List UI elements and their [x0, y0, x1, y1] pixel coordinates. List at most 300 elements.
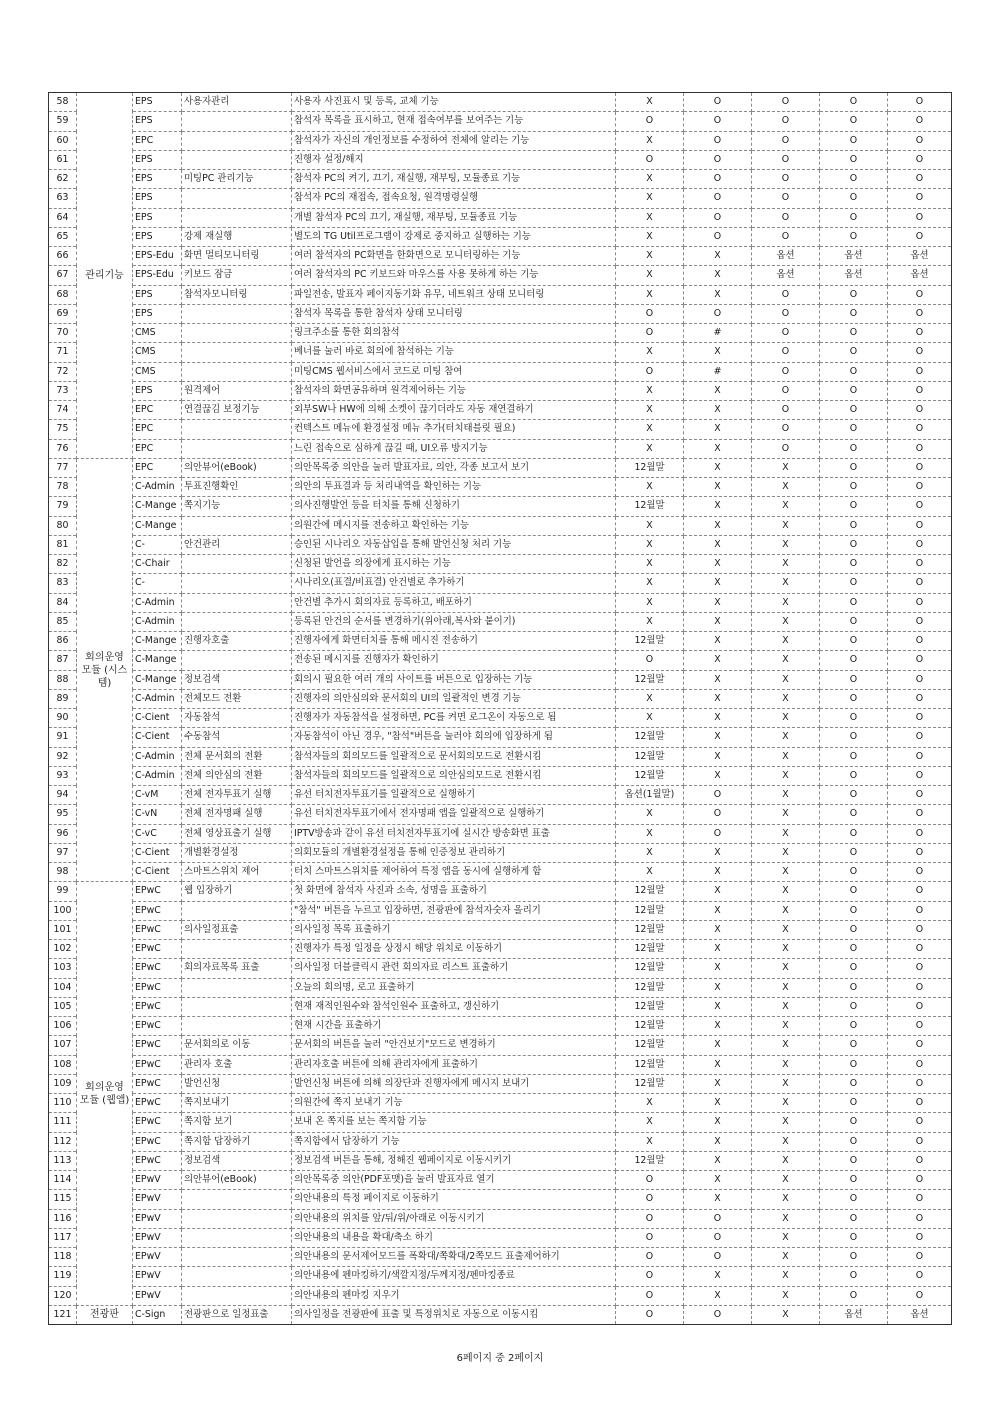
module-code: C-Chair [133, 555, 182, 574]
support-mark: X [616, 227, 684, 246]
row-number: 85 [49, 612, 77, 631]
support-mark: 옵션 [752, 266, 820, 285]
support-mark: O [820, 766, 888, 785]
support-mark: O [888, 920, 952, 939]
support-mark: O [820, 1151, 888, 1170]
support-mark: O [684, 131, 752, 150]
support-mark: O [752, 381, 820, 400]
support-mark: X [752, 1113, 820, 1132]
support-mark: O [820, 1036, 888, 1055]
module-code: C-Mange [133, 670, 182, 689]
support-mark: O [888, 401, 952, 420]
table-row [49, 1017, 952, 1036]
support-mark: X [684, 1017, 752, 1036]
table-row [49, 304, 952, 323]
support-mark: X [752, 920, 820, 939]
support-mark: O [888, 632, 952, 651]
support-mark: X [752, 940, 820, 959]
module-code: EPwC [133, 1055, 182, 1074]
support-mark: O [752, 362, 820, 381]
support-mark: O [820, 843, 888, 862]
feature-name [182, 131, 292, 150]
support-mark: O [888, 93, 952, 112]
row-number: 113 [49, 1151, 77, 1170]
feature-description: 유선 터치전자투표기를 일괄적으로 실행하기 [292, 786, 616, 805]
feature-description: 문서회의 버튼을 눌러 "안건보기"모드로 변경하기 [292, 1036, 616, 1055]
support-mark: O [888, 150, 952, 169]
table-row [49, 150, 952, 169]
row-number: 89 [49, 689, 77, 708]
support-mark: O [888, 728, 952, 747]
support-mark: O [820, 1113, 888, 1132]
feature-name: 의안뷰어(eBook) [182, 458, 292, 477]
row-number: 61 [49, 150, 77, 169]
support-mark: O [888, 208, 952, 227]
row-number: 92 [49, 747, 77, 766]
support-mark: X [752, 1267, 820, 1286]
support-mark: X [752, 728, 820, 747]
module-code: EPwC [133, 882, 182, 901]
module-code: EPS [133, 304, 182, 323]
feature-name: 스마트스위치 제어 [182, 863, 292, 882]
support-mark: X [752, 997, 820, 1016]
table-row [49, 786, 952, 805]
support-mark: X [684, 343, 752, 362]
support-mark: O [820, 978, 888, 997]
table-row [49, 1209, 952, 1228]
support-mark: X [752, 901, 820, 920]
support-mark: O [888, 555, 952, 574]
feature-description: 파일전송, 발표자 페이지동기화 유무, 네트워크 상태 모니터링 [292, 285, 616, 304]
feature-description: 쪽지함에서 답장하기 기능 [292, 1132, 616, 1151]
module-code: EPwV [133, 1171, 182, 1190]
feature-description: 참석자 목록을 통한 참석자 상태 모니터링 [292, 304, 616, 323]
support-mark: O [888, 458, 952, 477]
support-mark: O [616, 1305, 684, 1324]
support-mark: O [752, 304, 820, 323]
support-mark: X [684, 497, 752, 516]
table-row [49, 689, 952, 708]
row-number: 100 [49, 901, 77, 920]
support-mark: O [888, 535, 952, 554]
support-mark: # [684, 324, 752, 343]
module-code: EPwC [133, 1074, 182, 1093]
row-number: 84 [49, 593, 77, 612]
row-number: 111 [49, 1113, 77, 1132]
row-number: 86 [49, 632, 77, 651]
feature-table-container [48, 92, 951, 1325]
support-mark: O [888, 170, 952, 189]
support-mark: 옵션 [820, 247, 888, 266]
support-mark: O [752, 401, 820, 420]
module-code: CMS [133, 343, 182, 362]
feature-description: 첫 화면에 참석자 사진과 소속, 성명을 표출하기 [292, 882, 616, 901]
group-label: 회의운영 모듈 (웹앱) [77, 882, 133, 1306]
module-code: EPwC [133, 1017, 182, 1036]
support-mark: X [684, 535, 752, 554]
feature-description: 참석자들의 회의모드를 일괄적으로 문서회의모드로 전환시킴 [292, 747, 616, 766]
support-mark: O [888, 1286, 952, 1305]
feature-description: 링크주소를 통한 회의참석 [292, 324, 616, 343]
support-mark: O [820, 324, 888, 343]
support-mark: O [820, 170, 888, 189]
row-number: 75 [49, 420, 77, 439]
support-mark: O [616, 324, 684, 343]
table-row [49, 1286, 952, 1305]
module-code: EPwC [133, 997, 182, 1016]
feature-name [182, 189, 292, 208]
row-number: 76 [49, 439, 77, 458]
support-mark: O [820, 728, 888, 747]
support-mark: O [684, 805, 752, 824]
support-mark: X [684, 439, 752, 458]
support-mark: O [888, 439, 952, 458]
module-code: C-Mange [133, 651, 182, 670]
table-row [49, 651, 952, 670]
support-mark: X [684, 1286, 752, 1305]
support-mark: O [820, 1286, 888, 1305]
support-mark: X [752, 516, 820, 535]
row-number: 58 [49, 93, 77, 112]
support-mark: O [820, 824, 888, 843]
module-code: EPwV [133, 1228, 182, 1247]
support-mark: O [684, 786, 752, 805]
support-mark: X [616, 208, 684, 227]
support-mark: X [752, 1171, 820, 1190]
feature-name [182, 343, 292, 362]
feature-description: 의안내용의 내용을 확대/축소 하기 [292, 1228, 616, 1247]
row-number: 59 [49, 112, 77, 131]
support-mark: X [616, 247, 684, 266]
support-mark: O [820, 535, 888, 554]
support-mark: X [684, 420, 752, 439]
module-code: EPS [133, 93, 182, 112]
feature-name: 자동참석 [182, 709, 292, 728]
support-mark: 12월말 [616, 1055, 684, 1074]
support-mark: X [616, 805, 684, 824]
support-mark: X [684, 843, 752, 862]
support-mark: X [752, 747, 820, 766]
support-mark: O [752, 420, 820, 439]
feature-name [182, 516, 292, 535]
feature-description: 자동참석이 아닌 경우, "참석"버튼을 눌러야 회의에 입장하게 됨 [292, 728, 616, 747]
feature-description: 느린 접속으로 심하게 끊길 때, UI오류 방지기능 [292, 439, 616, 458]
table-row [49, 112, 952, 131]
module-code: CMS [133, 324, 182, 343]
row-number: 103 [49, 959, 77, 978]
support-mark: X [752, 805, 820, 824]
table-row [49, 1267, 952, 1286]
feature-name: 발언신청 [182, 1074, 292, 1093]
feature-name: 전체 전자투표기 실행 [182, 786, 292, 805]
support-mark: X [752, 1055, 820, 1074]
support-mark: X [684, 458, 752, 477]
support-mark: 12월말 [616, 901, 684, 920]
row-number: 96 [49, 824, 77, 843]
support-mark: O [820, 285, 888, 304]
support-mark: O [888, 324, 952, 343]
table-row [49, 632, 952, 651]
support-mark: X [752, 1286, 820, 1305]
table-row [49, 593, 952, 612]
table-row [49, 978, 952, 997]
support-mark: O [820, 1055, 888, 1074]
module-code: EPS-Edu [133, 266, 182, 285]
module-code: C-vN [133, 805, 182, 824]
row-number: 109 [49, 1074, 77, 1093]
support-mark: O [752, 189, 820, 208]
row-number: 64 [49, 208, 77, 227]
module-code: C-Admin [133, 478, 182, 497]
feature-name: 전체 전자명패 실행 [182, 805, 292, 824]
feature-name [182, 112, 292, 131]
support-mark: O [888, 1113, 952, 1132]
feature-name: 미팅PC 관리기능 [182, 170, 292, 189]
support-mark: O [888, 786, 952, 805]
feature-description: 의안내용의 위치를 앞/뒤/위/아래로 이동시키기 [292, 1209, 616, 1228]
row-number: 66 [49, 247, 77, 266]
support-mark: X [684, 940, 752, 959]
support-mark: O [684, 304, 752, 323]
support-mark: O [820, 381, 888, 400]
table-row [49, 1113, 952, 1132]
support-mark: O [616, 1267, 684, 1286]
support-mark: X [752, 689, 820, 708]
support-mark: O [820, 1094, 888, 1113]
support-mark: 옵션 [888, 1305, 952, 1324]
table-row [49, 497, 952, 516]
module-code: EPwV [133, 1209, 182, 1228]
module-code: EPwC [133, 978, 182, 997]
feature-name: 쪽지함 답장하기 [182, 1132, 292, 1151]
support-mark: X [752, 959, 820, 978]
support-mark: O [888, 189, 952, 208]
support-mark: X [752, 1228, 820, 1247]
support-mark: X [684, 555, 752, 574]
row-number: 69 [49, 304, 77, 323]
support-mark: 12월말 [616, 728, 684, 747]
table-row [49, 1074, 952, 1093]
table-row [49, 843, 952, 862]
support-mark: O [820, 1017, 888, 1036]
support-mark: O [820, 189, 888, 208]
row-number: 80 [49, 516, 77, 535]
feature-description: 참석자들의 회의모드를 일괄적으로 의안심의모드로 전환시킴 [292, 766, 616, 785]
support-mark: X [752, 1017, 820, 1036]
support-mark: O [820, 439, 888, 458]
table-row [49, 824, 952, 843]
feature-name [182, 324, 292, 343]
module-code: EPS [133, 208, 182, 227]
support-mark: X [616, 1113, 684, 1132]
support-mark: O [888, 478, 952, 497]
support-mark: 옵션 [888, 247, 952, 266]
support-mark: X [616, 420, 684, 439]
support-mark: O [820, 1132, 888, 1151]
feature-description: 터치 스마트스위치를 제어하여 특정 앱을 동시에 실행하게 함 [292, 863, 616, 882]
module-code: C-Mange [133, 497, 182, 516]
feature-description: 진행자에게 화면터치를 통해 메시진 전송하기 [292, 632, 616, 651]
support-mark: O [820, 612, 888, 631]
support-mark: O [820, 1228, 888, 1247]
group-label: 회의운영 모듈 (시스템) [77, 458, 133, 882]
row-number: 62 [49, 170, 77, 189]
table-row [49, 439, 952, 458]
support-mark: X [616, 709, 684, 728]
support-mark: O [820, 458, 888, 477]
row-number: 110 [49, 1094, 77, 1113]
row-number: 63 [49, 189, 77, 208]
feature-name: 강제 재실행 [182, 227, 292, 246]
support-mark: 12월말 [616, 1036, 684, 1055]
support-mark: O [888, 516, 952, 535]
support-mark: O [684, 824, 752, 843]
support-mark: O [616, 362, 684, 381]
table-row [49, 1305, 952, 1324]
row-number: 65 [49, 227, 77, 246]
feature-name [182, 1190, 292, 1209]
module-code: C- [133, 535, 182, 554]
support-mark: O [752, 93, 820, 112]
support-mark: O [820, 786, 888, 805]
feature-description: 여러 참석자의 PC 키보드와 마우스를 사용 못하게 하는 기능 [292, 266, 616, 285]
support-mark: X [684, 1055, 752, 1074]
table-row [49, 285, 952, 304]
support-mark: O [820, 651, 888, 670]
feature-description: 의안내용의 문서제어모드를 폭확대/쪽확대/2쪽모드 표출제어하기 [292, 1248, 616, 1267]
support-mark: X [684, 1171, 752, 1190]
support-mark: X [752, 843, 820, 862]
feature-description: 의사일정 더블클릭시 관련 회의자료 리스트 표출하기 [292, 959, 616, 978]
module-code: C-Sign [133, 1305, 182, 1324]
support-mark: O [888, 1190, 952, 1209]
feature-description: 의회모듈의 개별환경설정을 통해 인증정보 관리하기 [292, 843, 616, 862]
table-row [49, 863, 952, 882]
support-mark: O [888, 882, 952, 901]
feature-name: 전체 영상표출기 실행 [182, 824, 292, 843]
support-mark: O [888, 1171, 952, 1190]
feature-name: 전체모드 전환 [182, 689, 292, 708]
support-mark: O [888, 1248, 952, 1267]
row-number: 77 [49, 458, 77, 477]
support-mark: X [684, 401, 752, 420]
table-row [49, 1248, 952, 1267]
support-mark: O [684, 1209, 752, 1228]
support-mark: O [888, 1074, 952, 1093]
support-mark: O [888, 1228, 952, 1247]
support-mark: X [684, 1132, 752, 1151]
feature-name [182, 1267, 292, 1286]
feature-description: 의안목록중 의안을 눌러 발표자료, 의안, 각종 보고서 보기 [292, 458, 616, 477]
support-mark: X [616, 824, 684, 843]
support-mark: X [752, 1036, 820, 1055]
feature-description: 의안의 투표결과 등 처리내역을 확인하는 기능 [292, 478, 616, 497]
table-row [49, 670, 952, 689]
support-mark: X [684, 247, 752, 266]
feature-name: 정보검색 [182, 670, 292, 689]
support-mark: 12월말 [616, 766, 684, 785]
support-mark: O [888, 593, 952, 612]
feature-description: 진행자의 의안심의와 문서회의 UI의 일괄적인 변경 기능 [292, 689, 616, 708]
support-mark: O [820, 112, 888, 131]
table-row [49, 882, 952, 901]
table-row [49, 189, 952, 208]
support-mark: O [888, 901, 952, 920]
support-mark: X [752, 1305, 820, 1324]
support-mark: X [684, 920, 752, 939]
feature-description: 신청된 발언을 의장에게 표시하는 기능 [292, 555, 616, 574]
support-mark: O [820, 920, 888, 939]
feature-description: 의원간에 쪽지 보내기 기능 [292, 1094, 616, 1113]
feature-name [182, 1248, 292, 1267]
support-mark: 12월말 [616, 1074, 684, 1093]
support-mark: X [752, 1132, 820, 1151]
feature-name [182, 150, 292, 169]
module-code: C-Cient [133, 843, 182, 862]
table-row [49, 612, 952, 631]
support-mark: X [684, 632, 752, 651]
table-row [49, 728, 952, 747]
feature-name: 투표진행확인 [182, 478, 292, 497]
feature-name: 의안뷰어(eBook) [182, 1171, 292, 1190]
module-code: EPwV [133, 1248, 182, 1267]
module-code: C-Admin [133, 766, 182, 785]
feature-description: 진행자 설정/해지 [292, 150, 616, 169]
support-mark: X [684, 959, 752, 978]
support-mark: X [752, 786, 820, 805]
table-row [49, 516, 952, 535]
support-mark: X [616, 189, 684, 208]
feature-name: 쪽지함 보기 [182, 1113, 292, 1132]
feature-name: 쪽지기능 [182, 497, 292, 516]
support-mark: X [684, 1113, 752, 1132]
support-mark: X [616, 612, 684, 631]
table-row [49, 709, 952, 728]
table-row [49, 478, 952, 497]
support-mark: O [684, 170, 752, 189]
support-mark: 12월말 [616, 747, 684, 766]
row-number: 108 [49, 1055, 77, 1074]
support-mark: O [888, 420, 952, 439]
row-number: 97 [49, 843, 77, 862]
feature-name [182, 593, 292, 612]
module-code: EPC [133, 458, 182, 477]
table-row [49, 920, 952, 939]
feature-description: "참석" 버튼을 누르고 입장하면, 전광판에 참석자숫자 올리기 [292, 901, 616, 920]
module-code: EPC [133, 401, 182, 420]
feature-name: 사용자관리 [182, 93, 292, 112]
support-mark: X [684, 285, 752, 304]
row-number: 71 [49, 343, 77, 362]
group-label: 전광판 [77, 1305, 133, 1324]
support-mark: X [684, 978, 752, 997]
support-mark: X [684, 381, 752, 400]
module-code: C-Mange [133, 632, 182, 651]
table-row [49, 324, 952, 343]
support-mark: O [888, 1055, 952, 1074]
table-row [49, 574, 952, 593]
feature-name: 연결끊김 보정기능 [182, 401, 292, 420]
support-mark: O [820, 805, 888, 824]
support-mark: X [684, 728, 752, 747]
table-row [49, 420, 952, 439]
feature-description: 회의시 필요한 여러 개의 사이트를 버튼으로 입장하는 기능 [292, 670, 616, 689]
feature-description: 안건별 추가시 회의자료 등록하고, 배포하기 [292, 593, 616, 612]
table-row [49, 208, 952, 227]
support-mark: O [820, 131, 888, 150]
row-number: 112 [49, 1132, 77, 1151]
support-mark: 12월말 [616, 632, 684, 651]
